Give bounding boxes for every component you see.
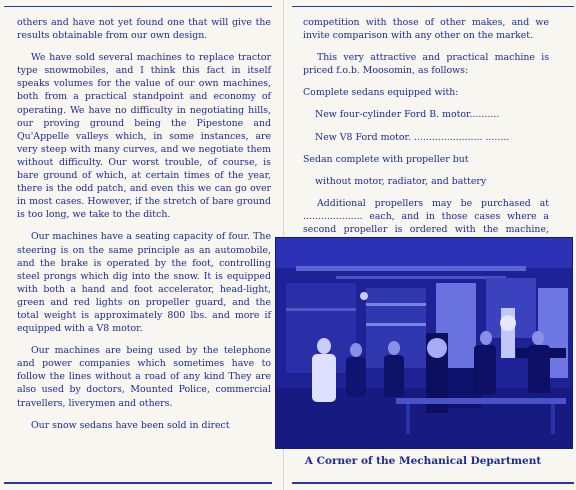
bottom-rule-left [4, 482, 272, 484]
right-paragraph-1: competition with those of other makes, and we invite comparison with any other on the market. [303, 17, 549, 42]
left-paragraph-3: Our machines have a seating capacity of four. The steering is on the same principle as an automobile, and the brake is operated by the foot, controlling steel prongs which dig into the snow. It is equipped with both a hand and foot accelerator, head-light, green and red lights on propeller guard, and the total weight is approximately 800 lbs. and more if equipped with a V8 motor. [17, 231, 271, 335]
left-paragraph-5: Our snow sedans have been sold in direct [31, 419, 230, 431]
price-line-ford-b: New four-cylinder Ford B. motor.......... [315, 109, 500, 121]
sedan-heading: Sedan complete with propeller but [303, 153, 469, 165]
mechanical-department-photo [275, 237, 573, 449]
left-paragraph-2: We have sold several machines to replace tractor type snowmobiles, and I think this fact in itself speaks volumes for the value of our own machines, both from a practical standpoint and economy of operating. We have no difficulty in negotiating hills, our proving ground being the Pipestone and Qu'Appelle valleys which, in some instances, are very steep with many curves, and we negotiate them without difficulty. Our worst trouble, of course, is bare ground of which, at certain times of the year, there is the odd patch, and even this we can go over in most cases. However, if the stretch of bare ground is too long, we take to the ditch. [17, 52, 271, 221]
right-paragraph-2: This very attractive and practical machine is priced f.o.b. Moosomin, as follows: [303, 52, 549, 77]
sedan-line-2: without motor, radiator, and battery [315, 175, 487, 187]
top-rule-right [292, 6, 574, 7]
left-paragraph-4: Our machines are being used by the telephone and power companies which sometimes have to follow the lines without a road of any kind They are also used by doctors, Mounted Police, commercial travellers, liverymen and others. [17, 345, 271, 409]
price-line-v8: New V8 Ford motor. ....................... ........ [315, 131, 510, 143]
bottom-rule-right [292, 482, 574, 484]
right-paragraph-3: Additional propellers may be purchased at .................... each, and in those cases where a second propeller is ordered with the machine, [303, 197, 549, 236]
right-column [303, 16, 549, 258]
photo-caption: A Corner of the Mechanical Department [304, 455, 542, 467]
left-paragraph-1: others and have not yet found one that will give the results obtainable from our own design. [17, 17, 271, 42]
complete-sedans-heading: Complete sedans equipped with: [303, 87, 459, 99]
left-column [17, 16, 271, 441]
top-rule-left [4, 6, 272, 7]
